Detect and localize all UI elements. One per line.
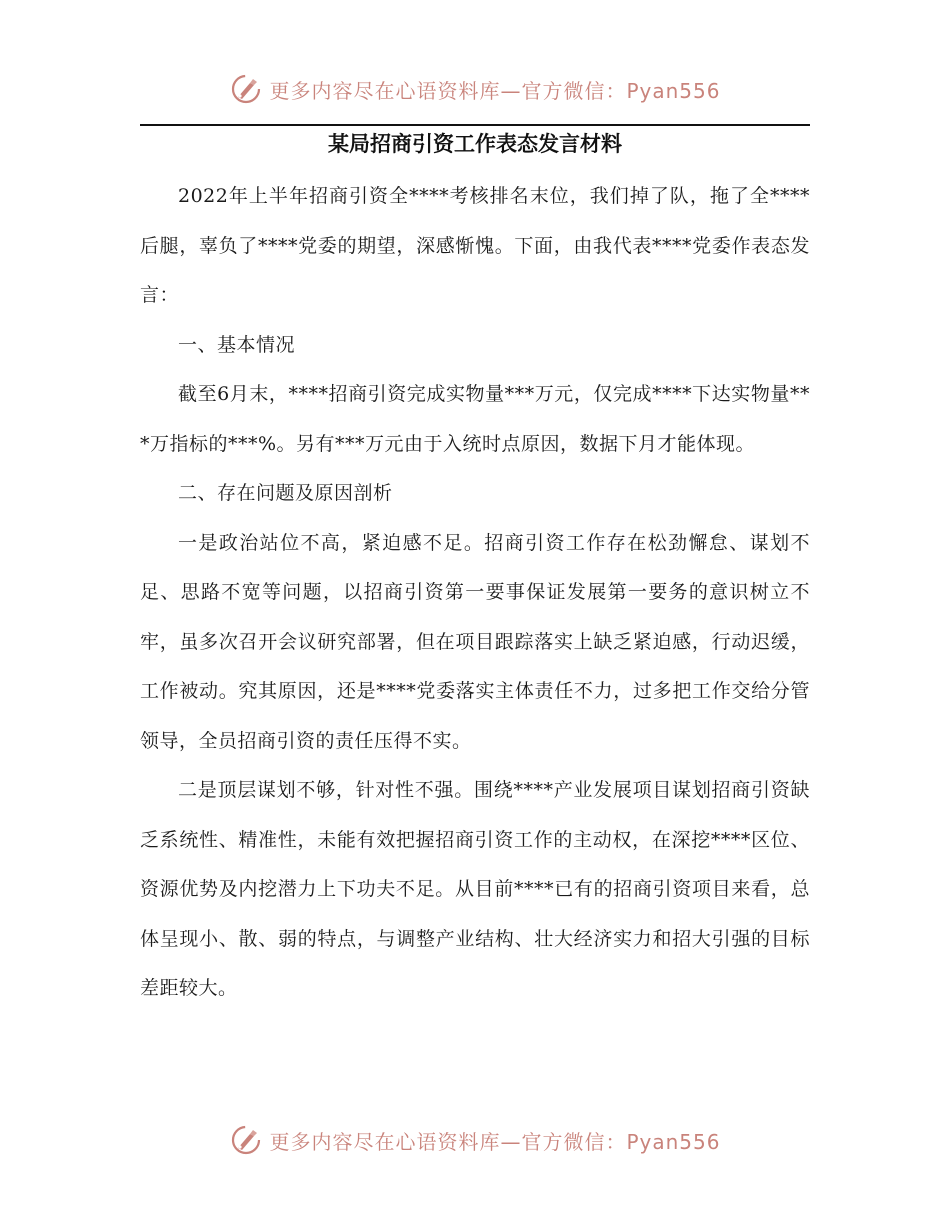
document-body	[140, 172, 810, 1014]
watermark-footer	[0, 1120, 950, 1160]
paragraph-problem-one: 一是政治站位不高，紧迫感不足。招商引资工作存在松劲懈怠、谋划不足、思路不宽等问题，以招商引资第一要事保证发展第一要务的意识树立不牢，虽多次召开会议研究部署，但在项目跟踪落实上缺乏紧迫感，行动迟缓，工作被动。究其原因，还是****党委落实主体责任不力，过多把工作交给分管领导，全员招商引资的责任压得不实。	[140, 531, 810, 752]
pen-nib-logo-icon	[229, 1123, 263, 1157]
section-heading-basic-situation: 一、基本情况	[178, 333, 296, 356]
section-heading-problems: 二、存在问题及原因剖析	[178, 482, 393, 504]
pen-nib-logo-icon	[229, 72, 263, 106]
watermark-text: 更多内容尽在心语资料库—官方微信：Pyan556	[269, 1129, 721, 1154]
paragraph-intro: 2022年上半年招商引资全****考核排名末位，我们掉了队，拖了全****后腿，辜负了****党委的期望，深感惭愧。下面，由我代表****党委作表态发言：	[140, 185, 810, 306]
document-title: 某局招商引资工作表态发言材料	[328, 132, 622, 156]
watermark-header	[0, 69, 950, 109]
watermark-text: 更多内容尽在心语资料库—官方微信：Pyan556	[269, 78, 721, 103]
paragraph-basic-situation: 截至6月末，****招商引资完成实物量***万元，仅完成****下达实物量***万指标的***%。另有***万元由于入统时点原因，数据下月才能体现。	[140, 383, 810, 455]
header-rule	[140, 124, 810, 126]
paragraph-problem-two: 二是顶层谋划不够，针对性不强。围绕****产业发展项目谋划招商引资缺乏系统性、精准性，未能有效把握招商引资工作的主动权，在深挖****区位、资源优势及内挖潜力上下功夫不足。从目前****已有的招商引资项目来看，总体呈现小、散、弱的特点，与调整产业结构、壮大经济实力和招大引强的目标差距较大。	[140, 779, 810, 999]
